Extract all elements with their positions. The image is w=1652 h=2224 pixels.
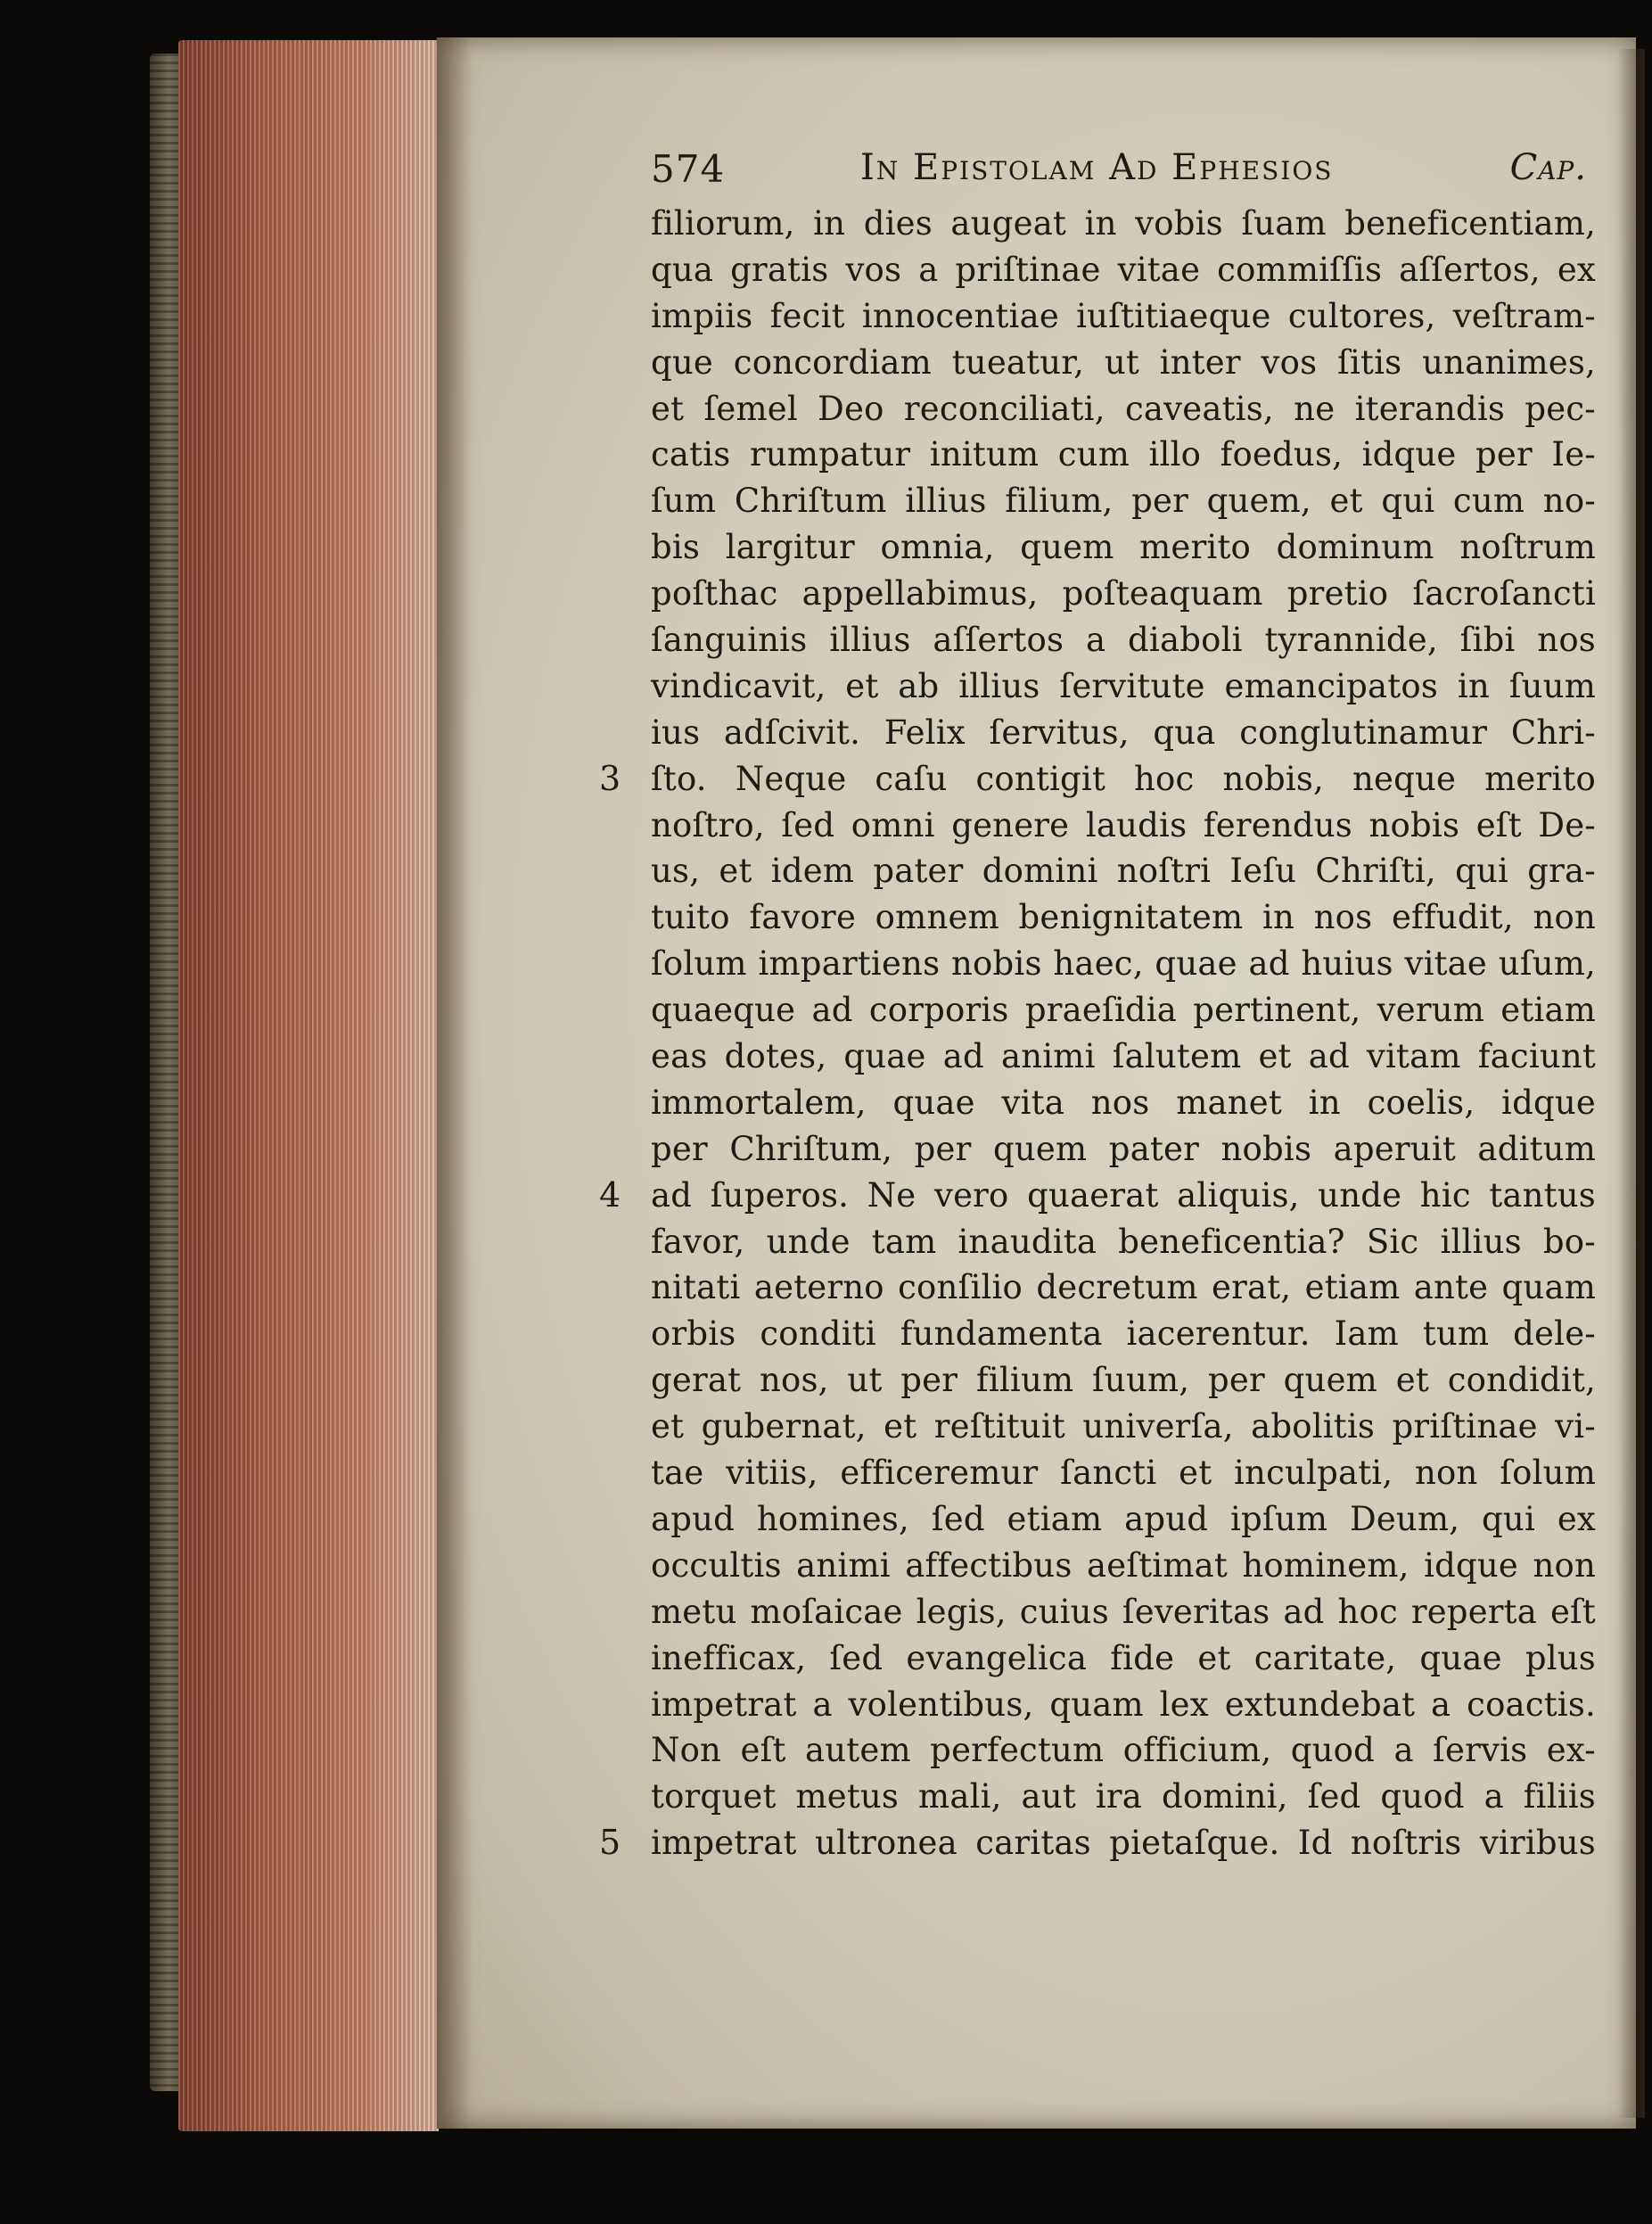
page-text-block [599,147,1596,1866]
text-line [651,1080,1596,1126]
text-line [651,1311,1596,1357]
text-line [599,756,1596,803]
text-line [651,803,1596,849]
line-text: immortalem, quae vita nos manet in coelis, idque [651,1083,1596,1122]
line-text: et ſemel Deo reconciliati, caveatis, ne iterandis pec- [651,389,1596,428]
line-text: ad ſuperos. Ne vero quaerat aliquis, unde hic tantus [651,1175,1596,1215]
text-line [651,1264,1596,1311]
text-line [651,1496,1596,1543]
line-text: occultis animi affectibus aeſtimat hominem, idque non [651,1545,1596,1585]
text-line [651,1589,1596,1635]
text-line [651,571,1596,617]
text-line [651,247,1596,293]
line-text: nitati aeterno conſilio decretum erat, etiam ante quam [651,1268,1596,1307]
line-text: metu moſaicae legis, cuius ſeveritas ad hoc reperta eſt [651,1592,1596,1631]
text-line [651,941,1596,987]
page-edges [178,40,439,2131]
verse-number: 4 [599,1174,621,1215]
text-line [651,848,1596,894]
line-text: impetrat a volentibus, quam lex extundebat a coactis. [651,1684,1596,1724]
line-text: catis rumpatur initum cum illo foedus, idque per Ie- [651,435,1596,474]
line-text: Non eſt autem perfectum officium, quod a ſervis ex- [651,1731,1596,1770]
line-text: quaeque ad corporis praeſidia pertinent, verum etiam [651,991,1596,1030]
gutter-shadow [437,37,473,2129]
text-line [651,1450,1596,1496]
text-line [651,663,1596,710]
running-head [651,147,1596,201]
text-line [651,894,1596,941]
text-line [599,1820,1596,1866]
line-text: eas dotes, quae ad animi ſalutem et ad vitam faciunt [651,1037,1596,1076]
line-text: orbis conditi fundamenta iacerentur. Iam tum dele- [651,1314,1596,1354]
line-text: torquet metus mali, aut ira domini, ſed quod a filiis [651,1777,1596,1816]
line-text: poſthac appellabimus, poſteaquam pretio ſacroſancti [651,574,1596,614]
line-text: us, et idem pater domini noſtri Ieſu Chriſti, qui gra- [651,852,1596,891]
line-text: et gubernat, et reſtituit univerſa, abolitis priſtinae vi- [651,1407,1596,1446]
line-text: impiis fecit innocentiae iuſtitiaeque cultores, veſtram- [651,296,1596,335]
text-line [651,1774,1596,1820]
line-text: inefficax, ſed evangelica fide et caritate, quae plus [651,1638,1596,1677]
text-line [651,386,1596,432]
line-text: ſum Chriſtum illius filium, per quem, et qui cum no- [651,482,1596,521]
text-line [651,1404,1596,1450]
text-line [651,1635,1596,1682]
verse-number: 5 [599,1823,621,1863]
verse-number: 3 [599,758,621,798]
line-text: vindicavit, et ab illius ſervitute emancipatos in ſuum [651,666,1596,705]
text-line [651,1543,1596,1589]
running-title: In Epistolam Ad Ephesios [860,147,1334,188]
text-line [651,340,1596,386]
line-text: qua gratis vos a priſtinae vitae commiſſis aſſertos, ex [651,250,1596,289]
line-text: tae vitiis, efficeremur ſancti et inculpati, non ſolum [651,1454,1596,1493]
page-right-edge [1618,49,1645,2118]
line-text: impetrat ultronea caritas pietaſque. Id noſtris viribus [651,1824,1596,1863]
page-number: 574 [651,147,726,191]
text-line [651,987,1596,1034]
text-line [651,1357,1596,1404]
body-text [599,201,1596,1866]
line-text: favor, unde tam inaudita beneficentia? Sic illius bo- [651,1222,1596,1261]
line-text: tuito favore omnem benignitatem in nos effudit, non [651,898,1596,937]
text-line [651,617,1596,663]
text-line [651,1034,1596,1080]
line-text: apud homines, ſed etiam apud ipſum Deum, qui ex [651,1499,1596,1538]
text-line [651,478,1596,524]
text-line [651,293,1596,340]
line-text: bis largitur omnia, quem merito dominum noſtrum [651,528,1596,567]
line-text: ſto. Neque caſu contigit hoc nobis, neque merito [651,759,1596,798]
line-text: filiorum, in dies augeat in vobis ſuam beneficentiam, [651,204,1596,243]
line-text: ſanguinis illius aſſertos a diaboli tyrannide, ſibi nos [651,621,1596,660]
line-text: que concordiam tueatur, ut inter vos ſitis unanimes, [651,342,1596,382]
line-text: ſolum impartiens nobis haec, quae ad huius vitae uſum, [651,944,1596,984]
chapter-abbrev: Cap. [1509,147,1587,188]
line-text: per Chriſtum, per quem pater nobis aperuit aditum [651,1129,1596,1168]
text-line [651,1126,1596,1173]
text-line [599,1173,1596,1219]
text-line [651,1682,1596,1728]
text-line [651,432,1596,478]
text-line [651,1727,1596,1774]
text-line [651,1219,1596,1265]
line-text: noſtro, ſed omni genere laudis ferendus nobis eſt De- [651,805,1596,844]
text-line [651,201,1596,247]
line-text: ius adſcivit. Felix ſervitus, qua conglutinamur Chri- [651,713,1596,752]
text-line [651,524,1596,571]
line-text: gerat nos, ut per filium ſuum, per quem et condidit, [651,1361,1596,1400]
text-line [651,710,1596,756]
